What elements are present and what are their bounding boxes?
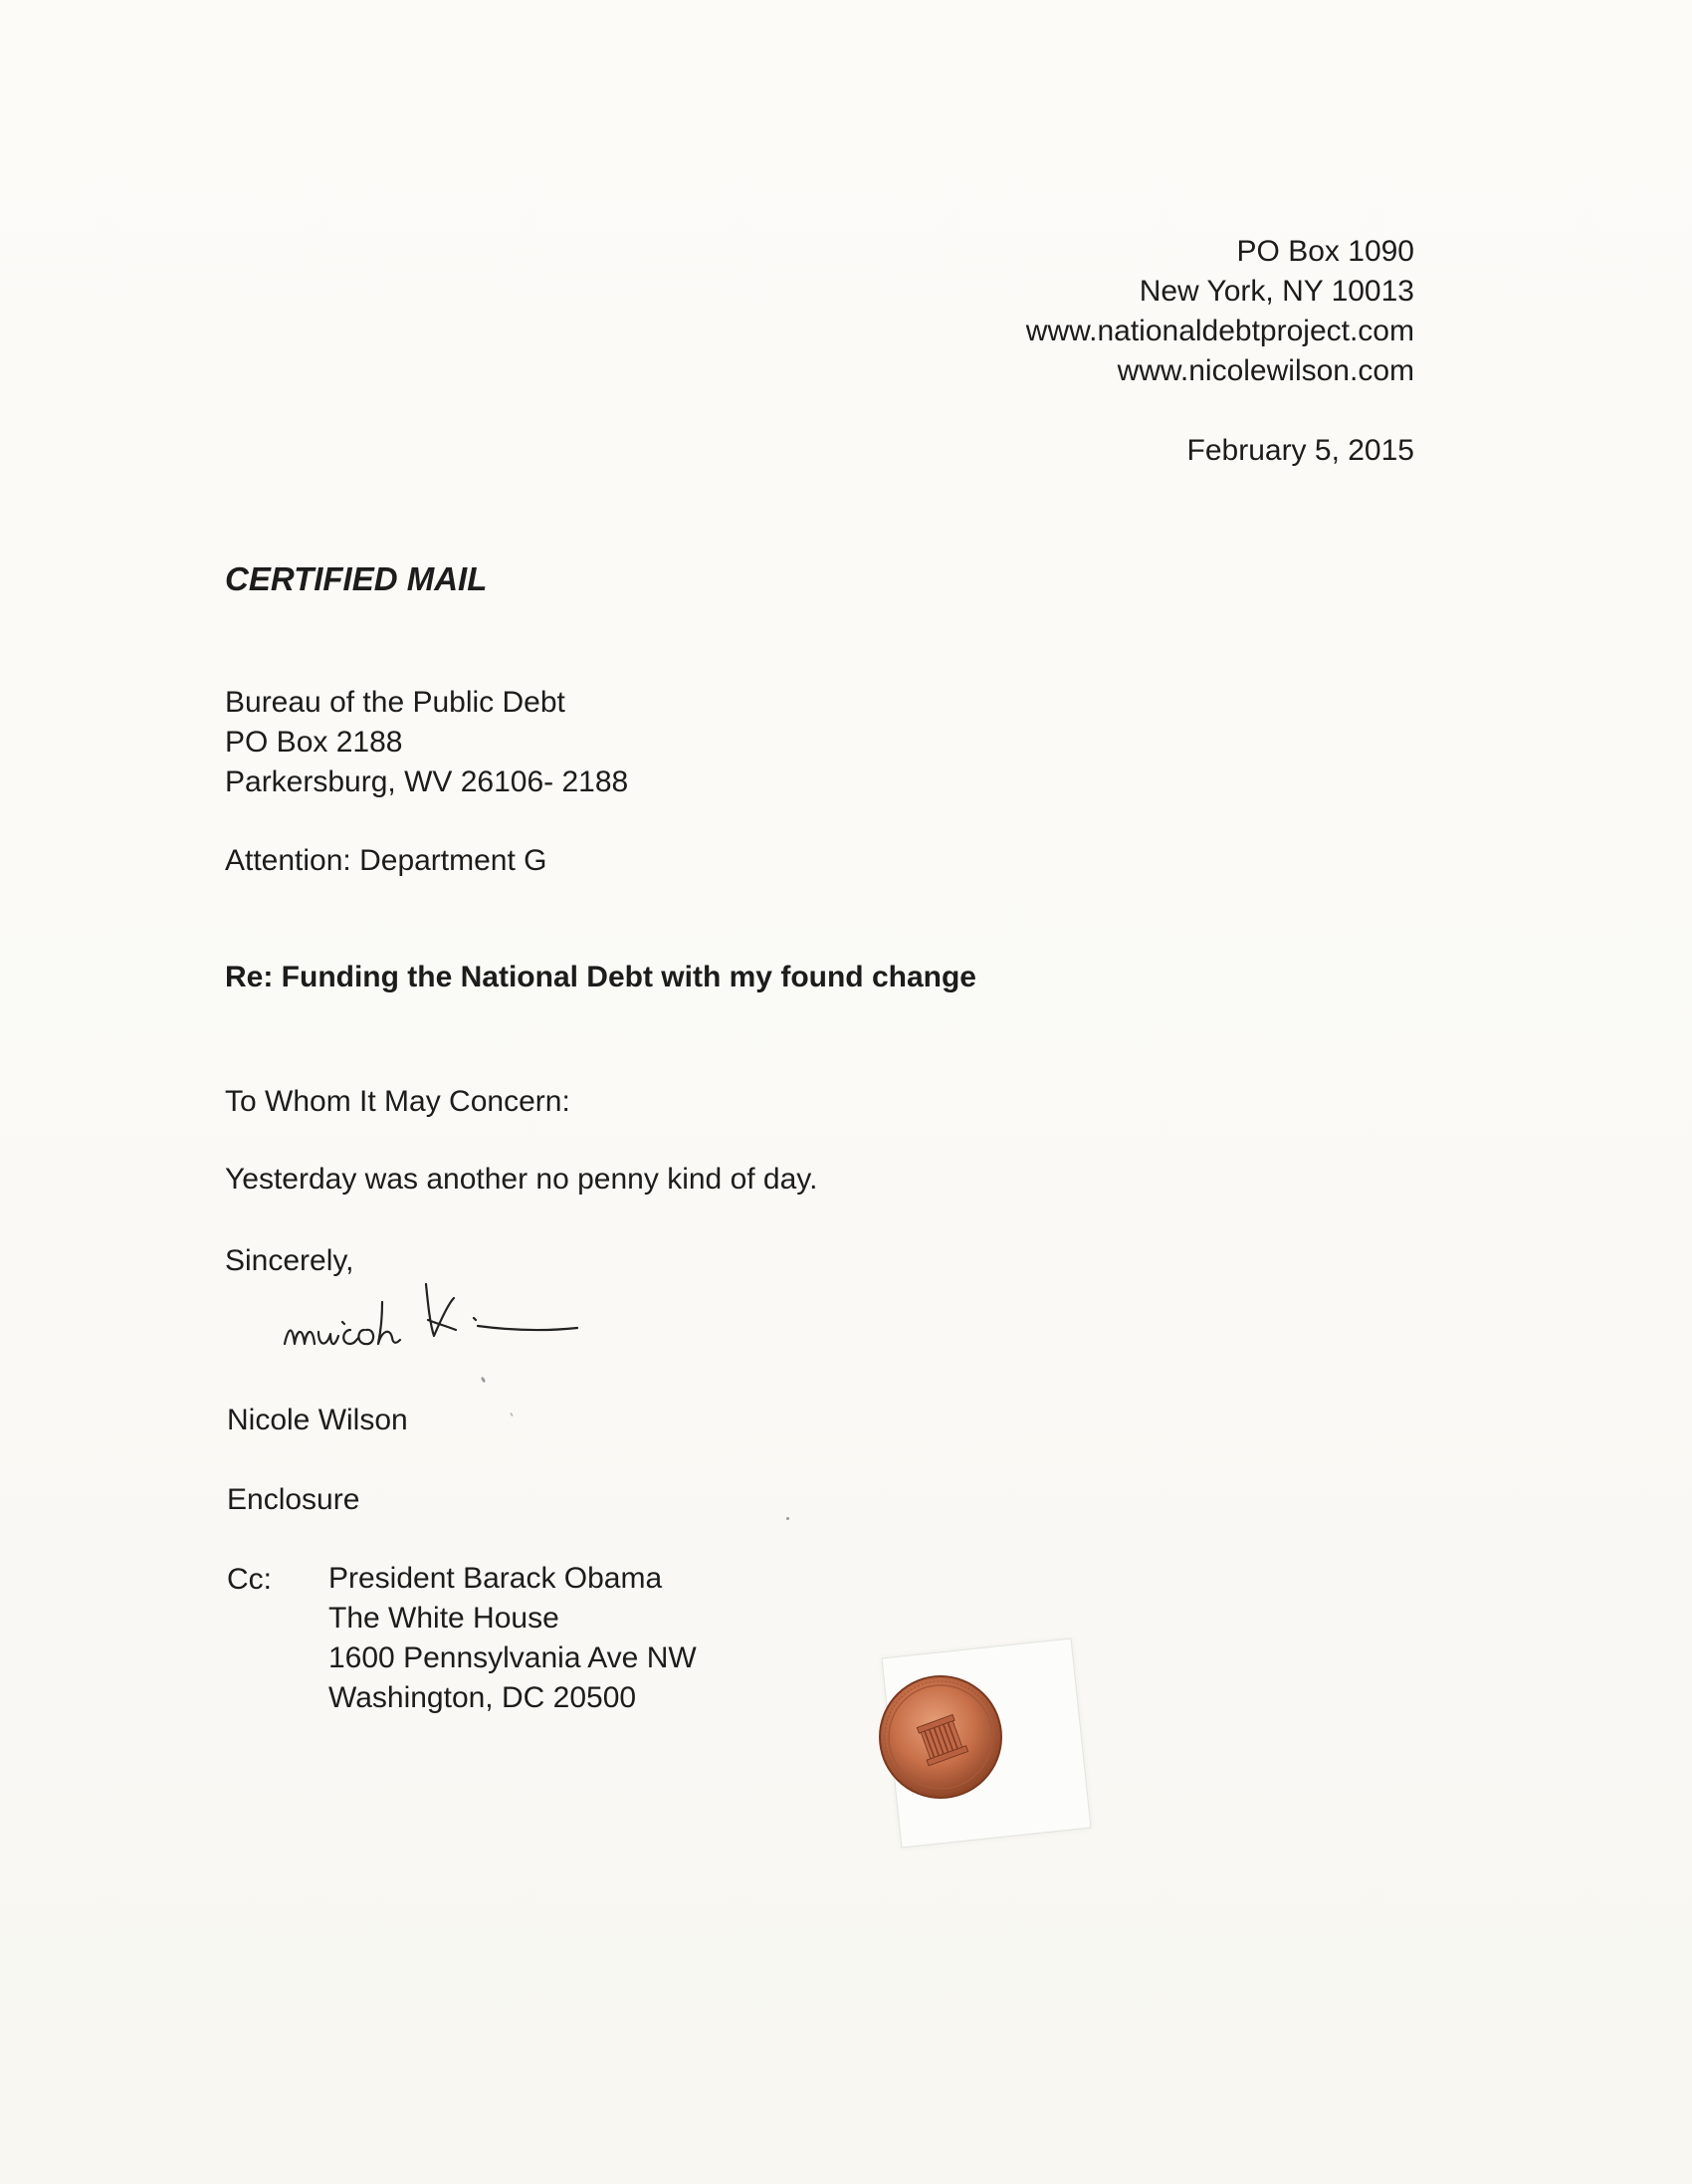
cc-line: President Barack Obama (328, 1562, 663, 1595)
attention-line: Attention: Department G (225, 844, 547, 877)
return-address (1026, 232, 1414, 391)
cc-line: The White House (328, 1602, 559, 1635)
return-address-line: New York, NY 10013 (1139, 275, 1414, 308)
closing: Sincerely, (225, 1244, 354, 1277)
recipient-address (225, 683, 628, 802)
cc-address (328, 1559, 697, 1718)
handwritten-signature (279, 1264, 617, 1374)
sender-name: Nicole Wilson (227, 1404, 408, 1436)
recipient-line: PO Box 2188 (225, 726, 403, 759)
cc-line: Washington, DC 20500 (328, 1681, 637, 1714)
cc-line: 1600 Pennsylvania Ave NW (328, 1641, 697, 1674)
scan-speck (786, 1517, 789, 1520)
scan-speck (481, 1377, 487, 1384)
cc-label: Cc: (227, 1563, 272, 1596)
letter-date: February 5, 2015 (1186, 434, 1414, 467)
penny-coin (878, 1674, 1003, 1800)
scan-speck (510, 1413, 514, 1417)
recipient-line: Parkersburg, WV 26106- 2188 (225, 765, 629, 798)
website-link: www.nationaldebtproject.com (1025, 315, 1414, 347)
mail-type-heading: CERTIFIED MAIL (225, 560, 488, 597)
recipient-line: Bureau of the Public Debt (225, 686, 565, 719)
enclosure-note: Enclosure (227, 1483, 360, 1516)
salutation: To Whom It May Concern: (225, 1085, 570, 1118)
letter-body: Yesterday was another no penny kind of day. (225, 1163, 818, 1196)
return-address-line: PO Box 1090 (1236, 235, 1414, 268)
subject-line: Re: Funding the National Debt with my found change (225, 961, 976, 993)
website-link: www.nicolewilson.com (1117, 354, 1414, 387)
